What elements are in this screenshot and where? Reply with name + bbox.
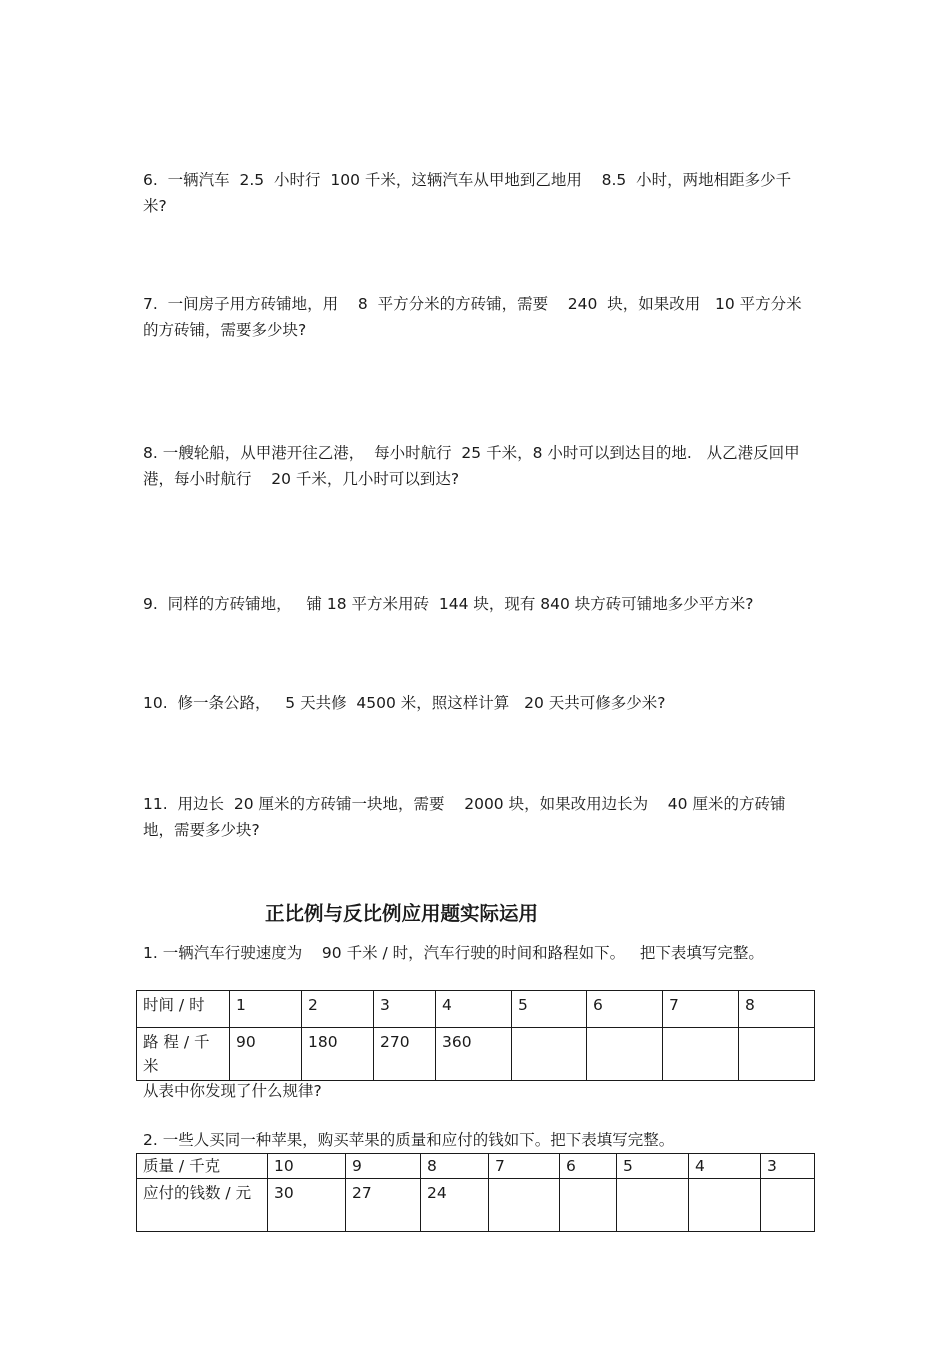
table-cell: 27 [346, 1179, 421, 1232]
table-cell: 3 [761, 1154, 815, 1179]
table-cell: 4 [689, 1154, 761, 1179]
table-cell: 2 [302, 991, 374, 1028]
table-row [137, 991, 815, 1028]
table-row [137, 1028, 815, 1081]
table-cell [663, 1028, 739, 1081]
table-cell: 24 [421, 1179, 489, 1232]
table-cell: 9 [346, 1154, 421, 1179]
problem-7: 7. 一间房子用方砖铺地，用 8 平方分米的方砖铺，需要 240 块，如果改用 10 平方分米的方砖铺，需要多少块? [143, 295, 802, 339]
table-row [137, 1154, 815, 1179]
table-cell: 90 [230, 1028, 302, 1081]
table-cell [587, 1028, 663, 1081]
table-cell: 270 [374, 1028, 436, 1081]
table-cell [512, 1028, 587, 1081]
table-cell: 7 [489, 1154, 560, 1179]
table-cell [489, 1179, 560, 1232]
table-cell: 3 [374, 991, 436, 1028]
table-cell: 6 [587, 991, 663, 1028]
problem-8: 8. 一艘轮船，从甲港开往乙港， 每小时航行 25 千米，8 小时可以到达目的地. 从乙港反回甲港，每小时航行 20 千米，几小时可以到达? [143, 444, 800, 488]
table-cell: 360 [436, 1028, 512, 1081]
table-cell: 应付的钱数 / 元 [137, 1179, 268, 1232]
problem-10: 10. 修一条公路， 5 天共修 4500 米，照这样计算 20 天共可修多少米? [143, 694, 666, 712]
time-distance-table [136, 990, 815, 1081]
table1-question: 1. 一辆汽车行驶速度为 90 千米 / 时，汽车行驶的时间和路程如下。 把下表填写完整。 [143, 944, 764, 962]
section-title: 正比例与反比例应用题实际运用 [265, 902, 539, 925]
table1-followup: 从表中你发现了什么规律? [143, 1082, 322, 1100]
table-cell: 5 [617, 1154, 689, 1179]
table-cell: 路 程 / 千米 [137, 1028, 230, 1081]
mass-price-table [136, 1153, 815, 1232]
table-cell: 时间 / 时 [137, 991, 230, 1028]
table-cell [689, 1179, 761, 1232]
table-cell: 4 [436, 991, 512, 1028]
table-cell: 7 [663, 991, 739, 1028]
table-cell [739, 1028, 815, 1081]
table2-question: 2. 一些人买同一种苹果，购买苹果的质量和应付的钱如下。把下表填写完整。 [143, 1131, 675, 1149]
table-cell [560, 1179, 617, 1232]
table-cell: 8 [421, 1154, 489, 1179]
table-cell: 30 [268, 1179, 346, 1232]
problem-9: 9. 同样的方砖铺地， 铺 18 平方米用砖 144 块，现有 840 块方砖可铺地多少平方米? [143, 595, 754, 613]
table-cell: 6 [560, 1154, 617, 1179]
table-cell: 180 [302, 1028, 374, 1081]
table-cell: 质量 / 千克 [137, 1154, 268, 1179]
problem-6: 6. 一辆汽车 2.5 小时行 100 千米，这辆汽车从甲地到乙地用 8.5 小时，两地相距多少千米? [143, 171, 792, 215]
table-row [137, 1179, 815, 1232]
table-cell [761, 1179, 815, 1232]
table-cell: 5 [512, 991, 587, 1028]
table-cell: 10 [268, 1154, 346, 1179]
problem-11: 11. 用边长 20 厘米的方砖铺一块地，需要 2000 块，如果改用边长为 40 厘米的方砖铺地，需要多少块? [143, 795, 786, 839]
table-cell: 1 [230, 991, 302, 1028]
table-cell [617, 1179, 689, 1232]
table-cell: 8 [739, 991, 815, 1028]
